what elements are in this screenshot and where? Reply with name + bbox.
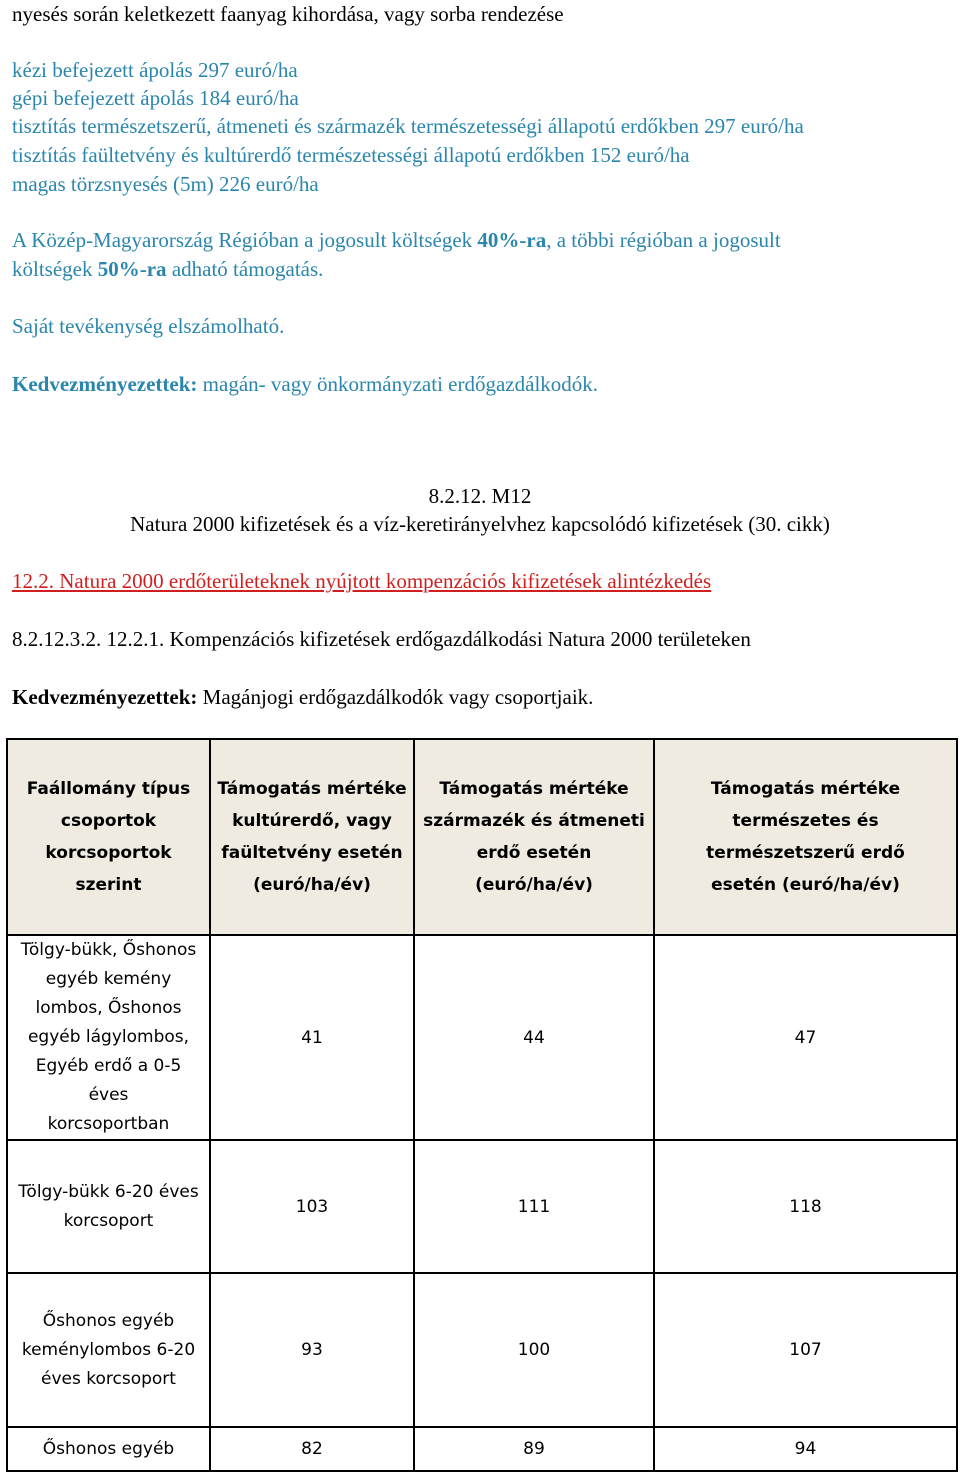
text-line-harvest: nyesés során keletkezett faanyag kihordása, vagy sorba rendezése — [12, 2, 564, 26]
header-plantation-rate: Támogatás mértéke kultúrerdő, vagy faültetvény esetén (euró/ha/év) — [210, 739, 414, 935]
beneficiaries-label: Kedvezményezettek: — [12, 372, 198, 396]
header-derived-rate: Támogatás mértéke származék és átmeneti erdő esetén (euró/ha/év) — [414, 739, 654, 935]
support-rate-table — [6, 738, 958, 1472]
cell-plantation-value: 82 — [210, 1427, 414, 1471]
own-activity-text: Saját tevékenység elszámolható. — [12, 314, 285, 338]
beneficiaries2-text: Magánjogi erdőgazdálkodók vagy csoportjaik. — [197, 685, 594, 709]
beneficiaries-line — [12, 370, 598, 398]
text-line-cleaning-natural: tisztítás természetszerű, átmeneti és származék természetességi állapotú erdőkben 297 euró/ha — [12, 114, 804, 138]
text-line-pruning: magas törzsnyesés (5m) 226 euró/ha — [12, 172, 319, 196]
region-text-a: A Közép-Magyarország Régióban a jogosult költségek — [12, 228, 478, 252]
beneficiaries-text: magán- vagy önkormányzati erdőgazdálkodók. — [197, 372, 599, 396]
header-natural-rate: Támogatás mértéke természetes és természetszerű erdő esetén (euró/ha/év) — [654, 739, 957, 935]
cell-natural-value: 94 — [654, 1427, 957, 1471]
cell-plantation-value: 41 — [210, 935, 414, 1140]
cell-natural-value: 118 — [654, 1140, 957, 1273]
row-label: Őshonos egyéb — [7, 1427, 210, 1471]
submeasure-heading: 8.2.12.3.2. 12.2.1. Kompenzációs kifizetések erdőgazdálkodási Natura 2000 területeken — [12, 627, 751, 651]
region-text-c: költségek — [12, 257, 98, 281]
beneficiaries2-label: Kedvezményezettek: — [12, 685, 198, 709]
header-stand-type: Faállomány típus csoportok korcsoportok szerint — [7, 739, 210, 935]
region-pct-40: 40%-ra — [477, 228, 547, 252]
section-title: Natura 2000 kifizetések és a víz-keretirányelvhez kapcsolódó kifizetések (30. cikk) — [130, 512, 830, 536]
cell-derived-value: 89 — [414, 1427, 654, 1471]
cell-derived-value: 100 — [414, 1273, 654, 1427]
region-text-b: , a többi régióban a jogosult — [546, 228, 781, 252]
beneficiaries2-line — [12, 683, 593, 711]
table-row — [7, 1273, 957, 1427]
region-paragraph-line1 — [12, 226, 781, 254]
row-label: Őshonos egyéb keménylombos 6-20 éves korcsoport — [7, 1273, 210, 1427]
cell-natural-value: 47 — [654, 935, 957, 1140]
table-header-row — [7, 739, 957, 935]
row-label: Tölgy-bükk, Őshonos egyéb kemény lombos, Őshonos egyéb lágylombos, Egyéb erdő a 0-5 éves korcsoportban — [7, 935, 210, 1140]
table-row — [7, 1140, 957, 1273]
text-line-manual-care: kézi befejezett ápolás 297 euró/ha — [12, 58, 298, 82]
measure-heading: 12.2. Natura 2000 erdőterületeknek nyújtott kompenzációs kifizetések alintézkedés — [12, 569, 712, 593]
cell-plantation-value: 93 — [210, 1273, 414, 1427]
cell-plantation-value: 103 — [210, 1140, 414, 1273]
region-text-d: adható támogatás. — [166, 257, 324, 281]
cell-derived-value: 111 — [414, 1140, 654, 1273]
table-row — [7, 1427, 957, 1471]
table-row — [7, 935, 957, 1140]
text-line-machine-care: gépi befejezett ápolás 184 euró/ha — [12, 86, 299, 110]
text-line-cleaning-plantation: tisztítás faültetvény és kultúrerdő természetességi állapotú erdőkben 152 euró/ha — [12, 143, 690, 167]
section-code: 8.2.12. M12 — [428, 484, 532, 508]
cell-natural-value: 107 — [654, 1273, 957, 1427]
region-paragraph-line2 — [12, 255, 323, 283]
row-label: Tölgy-bükk 6-20 éves korcsoport — [7, 1140, 210, 1273]
cell-derived-value: 44 — [414, 935, 654, 1140]
region-pct-50: 50%-ra — [97, 257, 167, 281]
